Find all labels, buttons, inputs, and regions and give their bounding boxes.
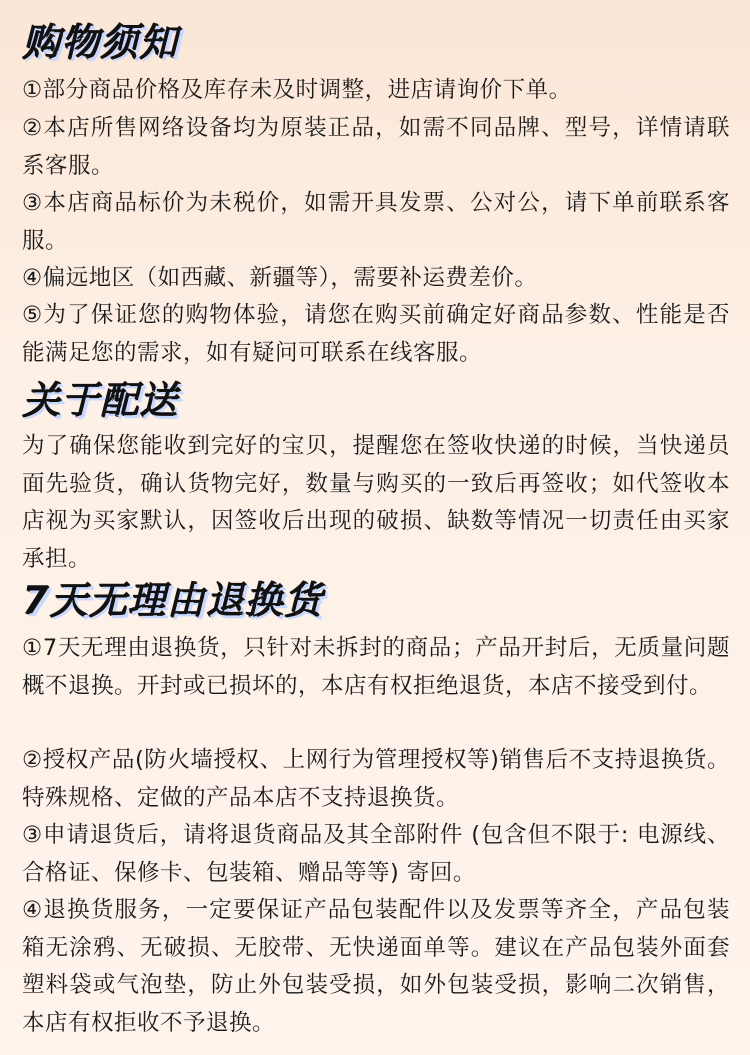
returns-item-4: ④退换货服务，一定要保证产品包装配件以及发票等齐全，产品包装箱无涂鸦、无破损、无胶带、无快递面单等。建议在产品包装外面套塑料袋或气泡垫，防止外包装受损，如外包装受损，影响二次销售，本店有权拒收不予退换。	[22, 897, 730, 1036]
shopping-notice-item-3: ③本店商品标价为未税价，如需开具发票、公对公，请下单前联系客服。	[22, 190, 730, 254]
section-title-returns: 7天无理由退换货	[22, 578, 323, 622]
delivery-paragraph: 为了确保您能收到完好的宝贝，提醒您在签收快递的时候，当快递员面先验货，确认货物完好，数量与购买的一致后再签收；如代签收本店视为买家默认，因签收后出现的破损、缺数等情况一切责任由买家承担。	[22, 433, 730, 572]
section-title-shopping-notice: 购物须知	[22, 20, 179, 64]
shopping-notice-item-1: ①部分商品价格及库存未及时调整，进店请询价下单。	[22, 77, 572, 103]
returns-item-2: ②授权产品(防火墙授权、上网行为管理授权等)销售后不支持退换货。特殊规格、定做的产品本店不支持退换货。	[22, 747, 730, 811]
shopping-notice-item-5: ⑤为了保证您的购物体验，请您在购买前确定好商品参数、性能是否能满足您的需求，如有疑问可联系在线客服。	[22, 302, 730, 366]
returns-item-3: ③申请退货后，请将退货商品及其全部附件 (包含但不限于: 电源线、合格证、保修卡、包装箱、赠品等等) 寄回。	[22, 822, 730, 886]
shopping-notice-item-2: ②本店所售网络设备均为原装正品，如需不同品牌、型号，详情请联系客服。	[22, 115, 730, 179]
shopping-notice-item-4: ④偏远地区（如西藏、新疆等），需要补运费差价。	[22, 265, 538, 291]
section-title-delivery: 关于配送	[22, 378, 179, 422]
returns-item-1: ①7天无理由退换货，只针对未拆封的商品；产品开封后，无质量问题概不退换。开封或已损坏的，本店有权拒绝退货，本店不接受到付。	[22, 635, 730, 699]
